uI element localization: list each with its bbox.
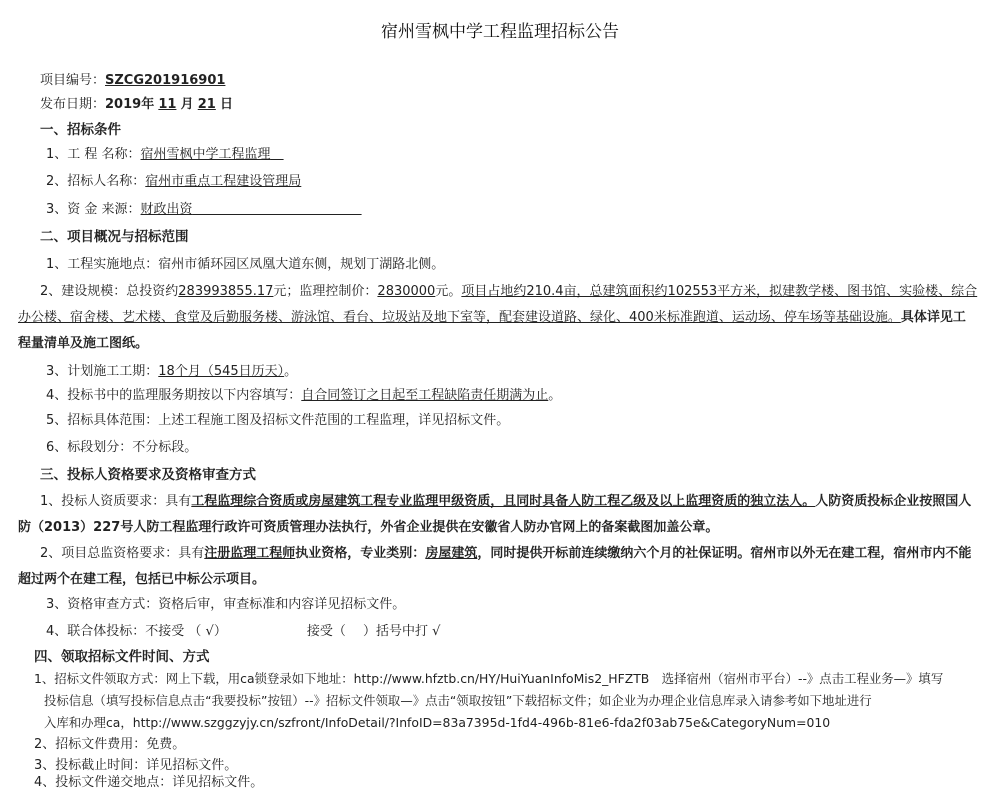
publish-day-unit: 日 — [219, 97, 233, 112]
s2-total-investment: 283993855.17 — [178, 284, 274, 299]
page-title: 宿州雪枫中学工程监理招标公告 — [381, 22, 619, 42]
s3-item-consortium — [46, 623, 1000, 641]
s3-qual-requirement: 工程监理综合资质或房屋建筑工程专业监理甲级资质，且同时具备人防工程乙级及以上监理资质的独立法人。 — [191, 494, 816, 509]
s3-director-note: ，同时提供开标前连续缴纳六个月的社保证明。宿州市以外无在建工程，宿州市内不能超过两个在建工程，包括已中标公示项目。 — [18, 546, 972, 587]
project-number: SZCG201916901 — [105, 73, 226, 88]
s1-item-label: 2、招标人名称： — [46, 174, 146, 189]
s2-item-location: 1、工程实施地点：宿州市循环园区凤凰大道东侧，规划丁湖路北侧。 — [46, 257, 445, 272]
s1-item-label: 3、资 金 来源： — [46, 202, 141, 217]
s1-item-project-name — [46, 146, 1000, 164]
s3-item-qualification — [18, 489, 978, 541]
publish-date-label: 发布日期： — [40, 97, 106, 112]
s2-duration-end: 。 — [284, 364, 298, 379]
s2-service-period: 自合同签订之日起至工程缺陷责任期满为止 — [301, 388, 549, 403]
s3-item-review: 3、资格审查方式：资格后审，审查标准和内容详见招标文件。 — [46, 597, 406, 612]
s4-item-method-line2: 投标信息（填写投标信息点击“我要投标”按钮）--》招标文件领取—》点击“领取按钮”下载招标文件；如企业为办理企业信息库录入请参考如下地址进行 — [44, 693, 872, 708]
s2-item-sections: 6、标段划分：不分标段。 — [46, 440, 198, 455]
s3-consortium-reject: 4、联合体投标：不接受 （ √） — [46, 624, 227, 639]
s4-item-method-line3: 入库和办理ca，http://www.szggzyjy.cn/szfront/InfoDetail/?InfoID=83a7395d-1fd4-496b-81e6-fda2f03ab75e&CategoryNum=010 — [44, 715, 831, 730]
s4-item-submission-cut: 4、投标文件递交地点：详见招标文件。 — [34, 775, 264, 790]
publish-date-line — [40, 96, 1000, 114]
s4-item-method-line1: 1、招标文件领取方式：网上下载，用ca锁登录如下地址：http://www.hfztb.cn/HY/HuiYuanInfoMis2_HFZTB 选择宿州（宿州市平台）--》点击工程业务—》填写 — [34, 671, 944, 686]
s3-item-director — [18, 541, 978, 593]
s2-scale-text: 2、建设规模：总投资约 — [40, 284, 179, 299]
s2-item-scope: 5、招标具体范围：上述工程施工图及招标文件范围的工程监理，详见招标文件。 — [46, 413, 510, 428]
section-4-heading: 四、领取招标文件时间、方式 — [34, 649, 210, 665]
s1-tenderer: 宿州市重点工程建设管理局 — [145, 174, 302, 189]
s3-director-label: 2、项目总监资格要求：具有 — [40, 546, 205, 561]
s2-service-label: 4、投标书中的监理服务期按以下内容填写： — [46, 388, 302, 403]
s2-project-description: 项目占地约210.4亩，总建筑面积约102553平方米，拟建教学楼、图书馆、实验楼、综合办公楼、宿舍楼、艺术楼、食堂及后勤服务楼、游泳馆、看台、垃圾站及地下室等，配套建设道路、绿化、400米标准跑道、运动场、停车场等基础设施。 — [18, 284, 978, 325]
s1-item-tenderer — [46, 173, 1000, 191]
s4-item-deadline: 3、投标截止时间：详见招标文件。 — [34, 758, 238, 773]
publish-year: 2019年 — [105, 97, 155, 112]
s1-item-funding — [46, 201, 1000, 219]
s3-civil-defense-note: 人防资质投标企业按照国人防（2013）227号人防工程监理行政许可资质管理办法执行，外省企业提供在安徽省人防办官网上的备案截图加盖公章。 — [18, 494, 972, 535]
publish-day: 21 — [197, 97, 216, 112]
s2-scale-text: 元；监理控制价： — [273, 284, 378, 299]
s2-duration: 18个月（545日历天） — [158, 364, 285, 379]
s1-item-label: 1、工 程 名称： — [46, 147, 141, 162]
s2-control-price: 2830000 — [377, 284, 436, 299]
s3-director-cert: 注册监理工程师 — [204, 546, 296, 561]
s2-item-duration — [46, 363, 1000, 381]
s2-duration-label: 3、计划施工工期： — [46, 364, 159, 379]
s1-funding: 财政出资 — [140, 202, 193, 217]
project-number-line — [40, 72, 1000, 90]
s4-item-fee: 2、招标文件费用：免费。 — [34, 737, 186, 752]
s2-item-service-period — [46, 387, 1000, 405]
s2-item-scale — [18, 279, 978, 357]
section-1-heading: 一、招标条件 — [40, 122, 121, 138]
section-2-heading: 二、项目概况与招标范围 — [40, 229, 189, 245]
s3-director-text: 执业资格，专业类别： — [295, 546, 426, 561]
s3-consortium-accept: 接受（ ）括号中打 √ — [306, 624, 441, 639]
s2-see-drawings: 具体详见工程量清单及施工图纸。 — [18, 310, 966, 351]
s3-qual-label: 1、投标人资质要求：具有 — [40, 494, 192, 509]
publish-month: 11 — [158, 97, 177, 112]
s2-service-end: 。 — [548, 388, 562, 403]
section-3-heading: 三、投标人资格要求及资格审查方式 — [40, 467, 256, 483]
s2-scale-text: 元。 — [435, 284, 462, 299]
s1-project-name: 宿州雪枫中学工程监理 — [140, 147, 271, 162]
s3-director-category: 房屋建筑 — [425, 546, 478, 561]
publish-month-unit: 月 — [180, 97, 194, 112]
project-number-label: 项目编号： — [40, 73, 106, 88]
